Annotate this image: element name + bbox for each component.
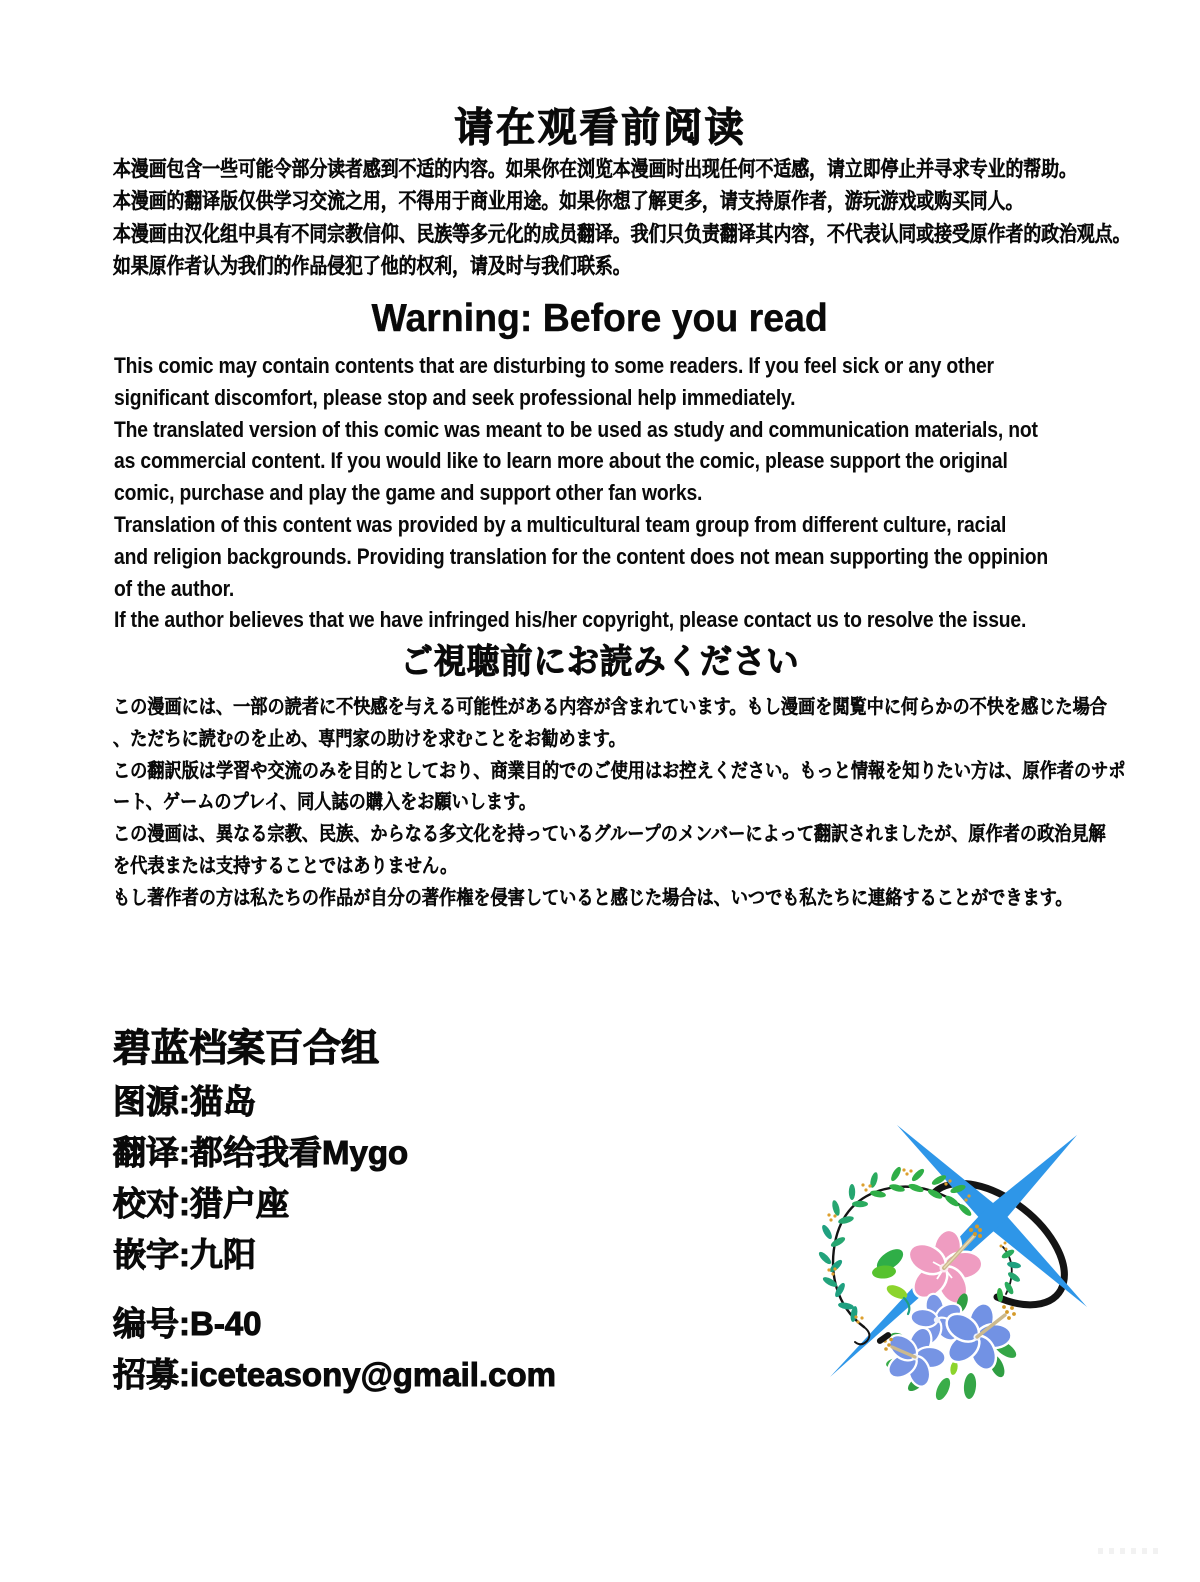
credit-role-line: 嵌字:九阳 [113, 1236, 256, 1273]
credits-contact-block [113, 1298, 556, 1400]
credit-role-line: 校对:猎户座 [113, 1185, 289, 1222]
group-name: 碧蓝档案百合组 [113, 1028, 380, 1070]
chinese-title [0, 96, 1200, 153]
text-line: もし著作者の方は私たちの作品が自分の著作権を侵害していると感じた場合は、いつでも私たちに連絡することができます。 [113, 886, 1073, 909]
text-line: comic, purchase and play the game and support other fan works. [114, 480, 703, 506]
text-line: Translation of this content was provided by a multicultural team group from different culture, racial [114, 511, 1007, 537]
text-line: and religion backgrounds. Providing translation for the content does not mean supporting the oppinion [114, 543, 1049, 569]
english-title-text: Warning: Before you read [371, 297, 829, 340]
text-line: as commercial content. If you would like to learn more about the comic, please support the original [114, 448, 1008, 474]
credit-roles [113, 1076, 408, 1280]
japanese-title-text: ご視聴前にお読みください [400, 643, 800, 681]
text-line: significant discomfort, please stop and seek professional help immediately. [114, 384, 796, 410]
text-line: この漫画には、一部の読者に不快感を与える可能性がある内容が含まれています。もし漫画を閲覧中に何らかの不快を感じた場合 [113, 696, 1107, 718]
chinese-paragraphs [113, 154, 1200, 284]
credits-block [113, 1022, 408, 1280]
text-line: 本漫画由汉化组中具有不同宗教信仰、民族等多元化的成员翻译。我们只负责翻译其内容，不代表认同或接受原作者的政治观点。 [113, 222, 1131, 246]
faint-watermark [1098, 1548, 1160, 1554]
serial-number-line: 编号:B-40 [113, 1305, 262, 1342]
group-logo-svg [800, 1100, 1100, 1400]
chinese-title-text: 请在观看前阅读 [454, 106, 746, 150]
pink-hibiscus-icon [904, 1225, 984, 1309]
text-line: 、ただちに読むのを止め、専門家の助けを求むことをお勧めます。 [113, 727, 626, 750]
text-line: ート、ゲームのプレイ、同人誌の購入をお願いします。 [113, 791, 537, 814]
text-line: of the author. [114, 575, 235, 601]
credit-role-line: 翻译:都给我看Mygo [113, 1134, 409, 1171]
text-line: If the author believes that we have infringed his/her copyright, please contact us to resolve the issue. [114, 607, 1027, 633]
credit-role-line: 图源:猫岛 [113, 1083, 256, 1120]
english-paragraphs [114, 350, 1200, 636]
text-line: 如果原作者认为我们的作品侵犯了他的权利，请及时与我们联系。 [113, 255, 631, 279]
english-title [0, 297, 1200, 341]
recruit-email-line: 招募:iceteasony@gmail.com [113, 1356, 556, 1393]
text-line: を代表または支持することではありません。 [113, 854, 458, 877]
japanese-title [0, 634, 1200, 683]
japanese-paragraphs [113, 692, 1200, 915]
text-line: The translated version of this comic was meant to be used as study and communication materials, not [114, 416, 1038, 442]
text-line: 本漫画的翻译版仅供学习交流之用，不得用于商业用途。如果你想了解更多，请支持原作者，游玩游戏或购买同人。 [113, 190, 1024, 214]
text-line: This comic may contain contents that are disturbing to some readers. If you feel sick or any other [114, 353, 994, 378]
text-line: この翻訳版は学習や交流のみを目的としており、商業目的でのご使用はお控えください。もっと情報を知りたい方は、原作者のサポ [113, 759, 1126, 782]
text-line: 本漫画包含一些可能令部分读者感到不适的内容。如果你在浏览本漫画时出现任何不适感，请立即停止并寻求专业的帮助。 [113, 158, 1077, 181]
text-line: この漫画は、異なる宗教、民族、からなる多文化を持っているグループのメンバーによって翻訳されましたが、原作者の政治見解 [113, 823, 1106, 846]
group-logo [800, 1100, 1100, 1400]
